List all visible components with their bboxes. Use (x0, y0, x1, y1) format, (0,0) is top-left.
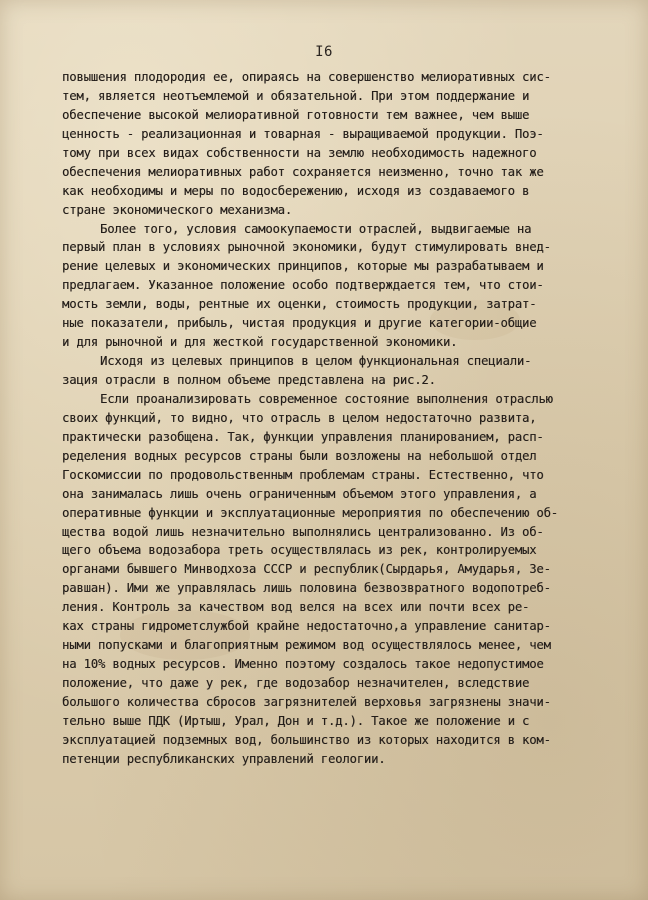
text-line: и для рыночной и для жесткой государственной экономики. (62, 335, 458, 350)
text-line: ках страны гидрометслужбой крайне недостаточно,а управление санитар- (62, 619, 551, 634)
page-number: I6 (315, 44, 333, 60)
text-line: предлагаем. Указанное положение особо подтверждается тем, что стои- (62, 278, 544, 293)
text-line: ления. Контроль за качеством вод велся на всех или почти всех ре- (62, 600, 530, 615)
text-line: зация отрасли в полном объеме представлена на рис.2. (62, 373, 436, 387)
text-line: повышения плодородия ее, опираясь на совершенство мелиоративных сис- (62, 70, 551, 84)
text-line: практически разобщена. Так, функции управления планированием, расп- (62, 429, 544, 444)
text-line: обеспечение высокой мелиоративной готовности тем важнее, чем выше (62, 107, 530, 122)
paragraph (62, 220, 632, 353)
text-line: Исходя из целевых принципов в целом функциональная специали- (100, 354, 532, 369)
text-line: мость земли, воды, рентные их оценки, стоимость продукции, затрат- (62, 297, 537, 312)
text-line: первый план в условиях рыночной экономики, будут стимулировать внед- (62, 240, 551, 255)
text-line: стране экономического механизма. (62, 202, 292, 217)
text-line: тельно выше ПДК (Иртыш, Урал, Дон и т.д.). Такое же положение и с (62, 713, 530, 728)
text-line: тому при всех видах собственности на землю необходимость надежного (62, 145, 537, 160)
text-line: органами бывшего Минводхоза СССР и республик(Сырдарья, Амударья, Зе- (62, 562, 551, 577)
paragraph (62, 390, 632, 769)
text-line: ными попусками и благоприятным режимом вод осуществлялось менее, чем (62, 638, 551, 653)
text-line: петенции республиканских управлений геологии. (62, 751, 386, 766)
text-line: оперативные функции и эксплуатационные мероприятия по обеспечению об- (62, 505, 558, 520)
text-line: положение, что даже у рек, где водозабор незначителен, вследствие (62, 676, 530, 690)
text-line: рение целевых и экономических принципов, которые мы разрабатываем и (62, 259, 544, 274)
text-line: как необходимы и меры по водосбережению, исходя из создаваемого в (62, 183, 530, 198)
text-line: большого количества сбросов загрязнителей верховья загрязнены значи- (62, 694, 551, 709)
text-line: эксплуатацией подземных вод, большинство из которых находится в ком- (62, 732, 551, 747)
paragraph (62, 68, 632, 220)
text-line: щего объема водозабора треть осуществлялась из рек, контролируемых (62, 543, 537, 558)
paragraph (62, 352, 632, 390)
text-line: она занималась лишь очень ограниченным объемом этого управления, а (62, 486, 537, 501)
text-line: на 10% водных ресурсов. Именно поэтому создалось такое недопустимое (62, 657, 544, 672)
text-line: ценность - реализационная и товарная - выращиваемой продукции. Поэ- (62, 126, 544, 141)
text-line: Если проанализировать современное состояние выполнения отраслью (100, 391, 553, 406)
text-line: щества водой лишь незначительно выполнялись централизованно. Из об- (62, 524, 544, 539)
text-line: равшан). Ими же управлялась лишь половина безвозвратного водопотреб- (62, 581, 551, 596)
text-line: Более того, условия самоокупаемости отраслей, выдвигаемые на (100, 221, 532, 236)
body-text (62, 68, 632, 769)
text-line: Госкомиссии по продовольственным проблемам страны. Естественно, что (62, 467, 544, 482)
text-line: своих функций, то видно, что отрасль в целом недостаточно развита, (62, 410, 537, 425)
text-line: ределения водных ресурсов страны были возложены на небольшой отдел (62, 448, 537, 463)
text-line: ные показатели, прибыль, чистая продукция и другие категории-общие (62, 316, 537, 331)
text-line: тем, является неотъемлемой и обязательной. При этом поддержание и (62, 88, 530, 103)
text-line: обеспечения мелиоративных работ сохраняется неизменно, точно так же (62, 164, 544, 179)
